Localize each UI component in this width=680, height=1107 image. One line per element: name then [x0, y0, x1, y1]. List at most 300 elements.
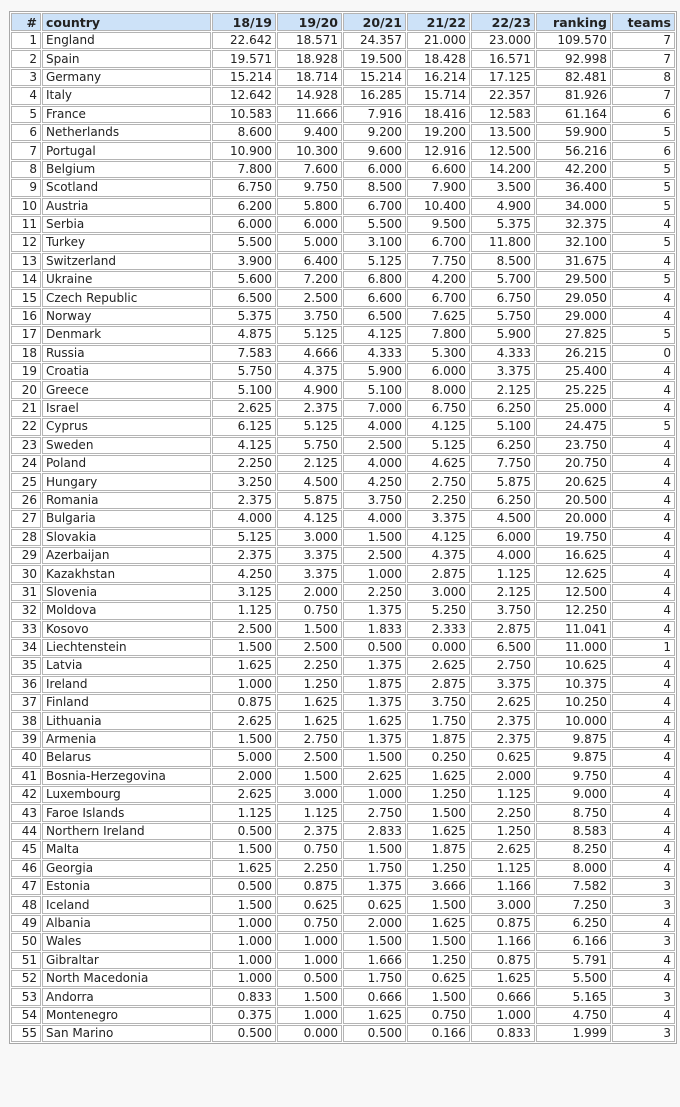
season-21-22-cell: 2.625	[407, 657, 470, 674]
season-20-21-cell: 24.357	[343, 32, 406, 49]
season-20-21-cell: 2.250	[343, 584, 406, 601]
season-22-23-cell: 5.700	[471, 271, 535, 288]
rank-number-cell: 23	[11, 437, 41, 454]
column-header-teams[interactable]: teams	[612, 13, 675, 31]
country-cell: Norway	[42, 308, 211, 325]
country-cell: Greece	[42, 381, 211, 398]
season-19-20-cell: 4.375	[277, 363, 342, 380]
country-cell: Cyprus	[42, 418, 211, 435]
season-18-19-cell: 6.125	[212, 418, 276, 435]
column-header-season-21-22[interactable]: 21/22	[407, 13, 470, 31]
season-19-20-cell: 7.200	[277, 271, 342, 288]
season-22-23-cell: 5.100	[471, 418, 535, 435]
column-header-season-20-21[interactable]: 20/21	[343, 13, 406, 31]
country-cell: Serbia	[42, 216, 211, 233]
season-20-21-cell: 16.285	[343, 87, 406, 104]
column-header-rank-number[interactable]: #	[11, 13, 41, 31]
teams-cell: 4	[612, 492, 675, 509]
season-18-19-cell: 15.214	[212, 69, 276, 86]
season-22-23-cell: 12.500	[471, 142, 535, 159]
season-20-21-cell: 0.500	[343, 1025, 406, 1042]
season-18-19-cell: 10.900	[212, 142, 276, 159]
season-19-20-cell: 0.625	[277, 896, 342, 913]
rank-number-cell: 37	[11, 694, 41, 711]
season-19-20-cell: 1.000	[277, 933, 342, 950]
season-22-23-cell: 4.900	[471, 198, 535, 215]
ranking-cell: 81.926	[536, 87, 611, 104]
ranking-cell: 9.875	[536, 749, 611, 766]
season-22-23-cell: 1.250	[471, 823, 535, 840]
country-cell: Switzerland	[42, 253, 211, 270]
season-21-22-cell: 12.916	[407, 142, 470, 159]
season-20-21-cell: 1.625	[343, 712, 406, 729]
season-19-20-cell: 3.375	[277, 547, 342, 564]
rank-number-cell: 30	[11, 565, 41, 582]
table-row	[11, 179, 675, 196]
season-18-19-cell: 1.625	[212, 657, 276, 674]
ranking-cell: 9.750	[536, 768, 611, 785]
season-19-20-cell: 9.400	[277, 124, 342, 141]
country-cell: Kazakhstan	[42, 565, 211, 582]
season-19-20-cell: 3.000	[277, 786, 342, 803]
rank-number-cell: 39	[11, 731, 41, 748]
teams-cell: 4	[612, 860, 675, 877]
season-21-22-cell: 3.666	[407, 878, 470, 895]
season-19-20-cell: 2.250	[277, 657, 342, 674]
rank-number-cell: 29	[11, 547, 41, 564]
season-19-20-cell: 18.571	[277, 32, 342, 49]
season-21-22-cell: 2.875	[407, 676, 470, 693]
season-20-21-cell: 1.750	[343, 970, 406, 987]
season-18-19-cell: 3.125	[212, 584, 276, 601]
rank-number-cell: 16	[11, 308, 41, 325]
season-18-19-cell: 4.125	[212, 437, 276, 454]
ranking-cell: 5.791	[536, 952, 611, 969]
season-21-22-cell: 8.000	[407, 381, 470, 398]
season-21-22-cell: 1.500	[407, 933, 470, 950]
season-21-22-cell: 2.875	[407, 565, 470, 582]
ranking-cell: 25.400	[536, 363, 611, 380]
season-22-23-cell: 5.900	[471, 326, 535, 343]
season-20-21-cell: 1.875	[343, 676, 406, 693]
ranking-cell: 10.250	[536, 694, 611, 711]
season-21-22-cell: 1.625	[407, 823, 470, 840]
rank-number-cell: 51	[11, 952, 41, 969]
season-18-19-cell: 5.600	[212, 271, 276, 288]
rank-number-cell: 19	[11, 363, 41, 380]
ranking-cell: 29.050	[536, 289, 611, 306]
table-row	[11, 271, 675, 288]
season-21-22-cell: 0.625	[407, 970, 470, 987]
ranking-cell: 8.583	[536, 823, 611, 840]
season-20-21-cell: 6.700	[343, 198, 406, 215]
teams-cell: 4	[612, 749, 675, 766]
ranking-cell: 6.250	[536, 915, 611, 932]
country-cell: Poland	[42, 455, 211, 472]
rank-number-cell: 12	[11, 234, 41, 251]
season-20-21-cell: 0.666	[343, 988, 406, 1005]
teams-cell: 0	[612, 345, 675, 362]
country-cell: Croatia	[42, 363, 211, 380]
season-22-23-cell: 22.357	[471, 87, 535, 104]
country-cell: Georgia	[42, 860, 211, 877]
country-cell: Armenia	[42, 731, 211, 748]
table-row	[11, 988, 675, 1005]
country-cell: Kosovo	[42, 621, 211, 638]
rank-number-cell: 35	[11, 657, 41, 674]
teams-cell: 4	[612, 216, 675, 233]
season-19-20-cell: 1.000	[277, 1007, 342, 1024]
season-22-23-cell: 2.125	[471, 584, 535, 601]
teams-cell: 5	[612, 326, 675, 343]
season-22-23-cell: 2.625	[471, 694, 535, 711]
ranking-cell: 29.000	[536, 308, 611, 325]
season-20-21-cell: 3.750	[343, 492, 406, 509]
ranking-cell: 42.200	[536, 161, 611, 178]
season-20-21-cell: 1.375	[343, 694, 406, 711]
ranking-cell: 8.250	[536, 841, 611, 858]
season-20-21-cell: 4.000	[343, 510, 406, 527]
season-19-20-cell: 5.750	[277, 437, 342, 454]
ranking-cell: 4.750	[536, 1007, 611, 1024]
season-20-21-cell: 1.375	[343, 657, 406, 674]
season-22-23-cell: 0.625	[471, 749, 535, 766]
table-row	[11, 804, 675, 821]
season-22-23-cell: 2.000	[471, 768, 535, 785]
ranking-cell: 10.000	[536, 712, 611, 729]
country-cell: Andorra	[42, 988, 211, 1005]
season-19-20-cell: 1.500	[277, 988, 342, 1005]
season-22-23-cell: 3.500	[471, 179, 535, 196]
season-18-19-cell: 4.000	[212, 510, 276, 527]
table-row	[11, 896, 675, 913]
country-cell: Israel	[42, 400, 211, 417]
column-header-country[interactable]: country	[42, 13, 211, 31]
country-cell: Belgium	[42, 161, 211, 178]
ranking-cell: 25.225	[536, 381, 611, 398]
rank-number-cell: 49	[11, 915, 41, 932]
country-cell: Northern Ireland	[42, 823, 211, 840]
rank-number-cell: 22	[11, 418, 41, 435]
country-cell: North Macedonia	[42, 970, 211, 987]
season-19-20-cell: 14.928	[277, 87, 342, 104]
season-19-20-cell: 0.750	[277, 841, 342, 858]
season-19-20-cell: 3.000	[277, 529, 342, 546]
season-18-19-cell: 2.375	[212, 492, 276, 509]
season-18-19-cell: 3.250	[212, 473, 276, 490]
table-row	[11, 749, 675, 766]
ranking-cell: 20.000	[536, 510, 611, 527]
rank-number-cell: 27	[11, 510, 41, 527]
rank-number-cell: 20	[11, 381, 41, 398]
season-18-19-cell: 0.500	[212, 823, 276, 840]
country-cell: Portugal	[42, 142, 211, 159]
country-cell: Gibraltar	[42, 952, 211, 969]
ranking-cell: 20.625	[536, 473, 611, 490]
season-18-19-cell: 0.500	[212, 878, 276, 895]
season-19-20-cell: 1.625	[277, 712, 342, 729]
season-22-23-cell: 8.500	[471, 253, 535, 270]
season-19-20-cell: 1.250	[277, 676, 342, 693]
country-cell: Wales	[42, 933, 211, 950]
table-row	[11, 529, 675, 546]
season-19-20-cell: 0.500	[277, 970, 342, 987]
rank-number-cell: 55	[11, 1025, 41, 1042]
season-21-22-cell: 7.750	[407, 253, 470, 270]
season-18-19-cell: 8.600	[212, 124, 276, 141]
table-row	[11, 234, 675, 251]
table-row	[11, 547, 675, 564]
season-22-23-cell: 2.375	[471, 731, 535, 748]
table-row	[11, 1007, 675, 1024]
season-20-21-cell: 1.000	[343, 786, 406, 803]
table-row	[11, 32, 675, 49]
header-row	[11, 13, 675, 31]
season-22-23-cell: 5.750	[471, 308, 535, 325]
season-20-21-cell: 6.500	[343, 308, 406, 325]
country-cell: Ireland	[42, 676, 211, 693]
season-19-20-cell: 9.750	[277, 179, 342, 196]
ranking-cell: 8.750	[536, 804, 611, 821]
teams-cell: 4	[612, 768, 675, 785]
season-22-23-cell: 2.875	[471, 621, 535, 638]
ranking-cell: 7.582	[536, 878, 611, 895]
rank-number-cell: 44	[11, 823, 41, 840]
season-22-23-cell: 17.125	[471, 69, 535, 86]
teams-cell: 4	[612, 529, 675, 546]
season-18-19-cell: 6.000	[212, 216, 276, 233]
rank-number-cell: 11	[11, 216, 41, 233]
season-21-22-cell: 1.500	[407, 988, 470, 1005]
season-20-21-cell: 1.625	[343, 1007, 406, 1024]
teams-cell: 4	[612, 970, 675, 987]
season-19-20-cell: 1.500	[277, 768, 342, 785]
season-21-22-cell: 2.750	[407, 473, 470, 490]
teams-cell: 7	[612, 50, 675, 67]
season-21-22-cell: 21.000	[407, 32, 470, 49]
season-20-21-cell: 1.500	[343, 933, 406, 950]
teams-cell: 3	[612, 896, 675, 913]
rank-number-cell: 9	[11, 179, 41, 196]
teams-cell: 4	[612, 565, 675, 582]
season-19-20-cell: 11.666	[277, 106, 342, 123]
teams-cell: 3	[612, 1025, 675, 1042]
season-20-21-cell: 0.500	[343, 639, 406, 656]
season-21-22-cell: 3.375	[407, 510, 470, 527]
season-20-21-cell: 2.625	[343, 768, 406, 785]
season-22-23-cell: 7.750	[471, 455, 535, 472]
table-row	[11, 694, 675, 711]
season-22-23-cell: 1.125	[471, 565, 535, 582]
table-row	[11, 400, 675, 417]
season-22-23-cell: 6.000	[471, 529, 535, 546]
table-row	[11, 289, 675, 306]
season-21-22-cell: 0.166	[407, 1025, 470, 1042]
ranking-cell: 82.481	[536, 69, 611, 86]
season-18-19-cell: 1.125	[212, 804, 276, 821]
season-22-23-cell: 3.750	[471, 602, 535, 619]
season-21-22-cell: 9.500	[407, 216, 470, 233]
season-20-21-cell: 4.250	[343, 473, 406, 490]
season-20-21-cell: 2.500	[343, 547, 406, 564]
teams-cell: 4	[612, 676, 675, 693]
season-22-23-cell: 1.625	[471, 970, 535, 987]
country-cell: Belarus	[42, 749, 211, 766]
teams-cell: 4	[612, 253, 675, 270]
season-21-22-cell: 7.800	[407, 326, 470, 343]
season-20-21-cell: 6.000	[343, 161, 406, 178]
country-cell: Italy	[42, 87, 211, 104]
teams-cell: 7	[612, 32, 675, 49]
season-20-21-cell: 2.000	[343, 915, 406, 932]
season-21-22-cell: 7.625	[407, 308, 470, 325]
season-21-22-cell: 19.200	[407, 124, 470, 141]
rank-number-cell: 15	[11, 289, 41, 306]
season-21-22-cell: 15.714	[407, 87, 470, 104]
table-row	[11, 50, 675, 67]
country-cell: Finland	[42, 694, 211, 711]
ranking-cell: 109.570	[536, 32, 611, 49]
teams-cell: 4	[612, 621, 675, 638]
table-row	[11, 473, 675, 490]
season-21-22-cell: 4.375	[407, 547, 470, 564]
ranking-cell: 34.000	[536, 198, 611, 215]
country-cell: Malta	[42, 841, 211, 858]
season-19-20-cell: 7.600	[277, 161, 342, 178]
country-ranking-table	[9, 11, 677, 1044]
teams-cell: 4	[612, 584, 675, 601]
season-22-23-cell: 13.500	[471, 124, 535, 141]
table-row	[11, 768, 675, 785]
teams-cell: 4	[612, 786, 675, 803]
season-22-23-cell: 1.000	[471, 1007, 535, 1024]
season-20-21-cell: 7.000	[343, 400, 406, 417]
season-21-22-cell: 1.875	[407, 731, 470, 748]
season-19-20-cell: 4.900	[277, 381, 342, 398]
table-row	[11, 69, 675, 86]
ranking-cell: 12.625	[536, 565, 611, 582]
table-row	[11, 860, 675, 877]
teams-cell: 5	[612, 161, 675, 178]
season-18-19-cell: 12.642	[212, 87, 276, 104]
season-21-22-cell: 6.600	[407, 161, 470, 178]
teams-cell: 4	[612, 510, 675, 527]
teams-cell: 4	[612, 473, 675, 490]
ranking-cell: 1.999	[536, 1025, 611, 1042]
country-cell: Albania	[42, 915, 211, 932]
country-cell: Latvia	[42, 657, 211, 674]
season-19-20-cell: 5.125	[277, 418, 342, 435]
table-row	[11, 657, 675, 674]
rank-number-cell: 33	[11, 621, 41, 638]
teams-cell: 3	[612, 988, 675, 1005]
season-20-21-cell: 5.500	[343, 216, 406, 233]
rank-number-cell: 24	[11, 455, 41, 472]
teams-cell: 4	[612, 381, 675, 398]
country-cell: Austria	[42, 198, 211, 215]
season-22-23-cell: 4.000	[471, 547, 535, 564]
table-row	[11, 363, 675, 380]
teams-cell: 5	[612, 179, 675, 196]
season-18-19-cell: 1.000	[212, 933, 276, 950]
season-19-20-cell: 4.666	[277, 345, 342, 362]
column-header-season-19-20[interactable]: 19/20	[277, 13, 342, 31]
teams-cell: 4	[612, 363, 675, 380]
table-row	[11, 712, 675, 729]
season-20-21-cell: 1.375	[343, 878, 406, 895]
country-cell: Liechtenstein	[42, 639, 211, 656]
season-22-23-cell: 2.250	[471, 804, 535, 821]
season-20-21-cell: 1.375	[343, 731, 406, 748]
season-22-23-cell: 6.500	[471, 639, 535, 656]
season-21-22-cell: 6.000	[407, 363, 470, 380]
teams-cell: 4	[612, 823, 675, 840]
ranking-cell: 61.164	[536, 106, 611, 123]
teams-cell: 4	[612, 547, 675, 564]
season-18-19-cell: 6.200	[212, 198, 276, 215]
table-row	[11, 823, 675, 840]
season-20-21-cell: 1.750	[343, 860, 406, 877]
season-18-19-cell: 1.000	[212, 952, 276, 969]
ranking-cell: 19.750	[536, 529, 611, 546]
season-22-23-cell: 14.200	[471, 161, 535, 178]
season-19-20-cell: 2.500	[277, 639, 342, 656]
country-cell: Moldova	[42, 602, 211, 619]
ranking-cell: 25.000	[536, 400, 611, 417]
season-18-19-cell: 1.500	[212, 841, 276, 858]
season-18-19-cell: 5.750	[212, 363, 276, 380]
season-19-20-cell: 18.714	[277, 69, 342, 86]
season-19-20-cell: 6.400	[277, 253, 342, 270]
table-row	[11, 584, 675, 601]
season-22-23-cell: 2.750	[471, 657, 535, 674]
season-21-22-cell: 4.625	[407, 455, 470, 472]
table-row	[11, 437, 675, 454]
season-20-21-cell: 1.500	[343, 841, 406, 858]
ranking-cell: 23.750	[536, 437, 611, 454]
season-22-23-cell: 23.000	[471, 32, 535, 49]
table-row	[11, 621, 675, 638]
rank-number-cell: 53	[11, 988, 41, 1005]
ranking-cell: 5.165	[536, 988, 611, 1005]
column-header-season-22-23[interactable]: 22/23	[471, 13, 535, 31]
table-row	[11, 731, 675, 748]
table-row	[11, 198, 675, 215]
season-21-22-cell: 5.300	[407, 345, 470, 362]
season-19-20-cell: 3.375	[277, 565, 342, 582]
teams-cell: 4	[612, 602, 675, 619]
season-22-23-cell: 6.250	[471, 400, 535, 417]
season-20-21-cell: 1.500	[343, 749, 406, 766]
rank-number-cell: 47	[11, 878, 41, 895]
season-20-21-cell: 5.125	[343, 253, 406, 270]
column-header-season-18-19[interactable]: 18/19	[212, 13, 276, 31]
column-header-ranking[interactable]: ranking	[536, 13, 611, 31]
country-cell: France	[42, 106, 211, 123]
ranking-cell: 20.500	[536, 492, 611, 509]
season-21-22-cell: 1.250	[407, 860, 470, 877]
country-cell: Romania	[42, 492, 211, 509]
season-21-22-cell: 3.750	[407, 694, 470, 711]
rank-number-cell: 1	[11, 32, 41, 49]
season-21-22-cell: 10.400	[407, 198, 470, 215]
country-cell: Germany	[42, 69, 211, 86]
season-18-19-cell: 22.642	[212, 32, 276, 49]
teams-cell: 1	[612, 639, 675, 656]
season-21-22-cell: 18.428	[407, 50, 470, 67]
season-21-22-cell: 6.750	[407, 400, 470, 417]
rank-number-cell: 21	[11, 400, 41, 417]
